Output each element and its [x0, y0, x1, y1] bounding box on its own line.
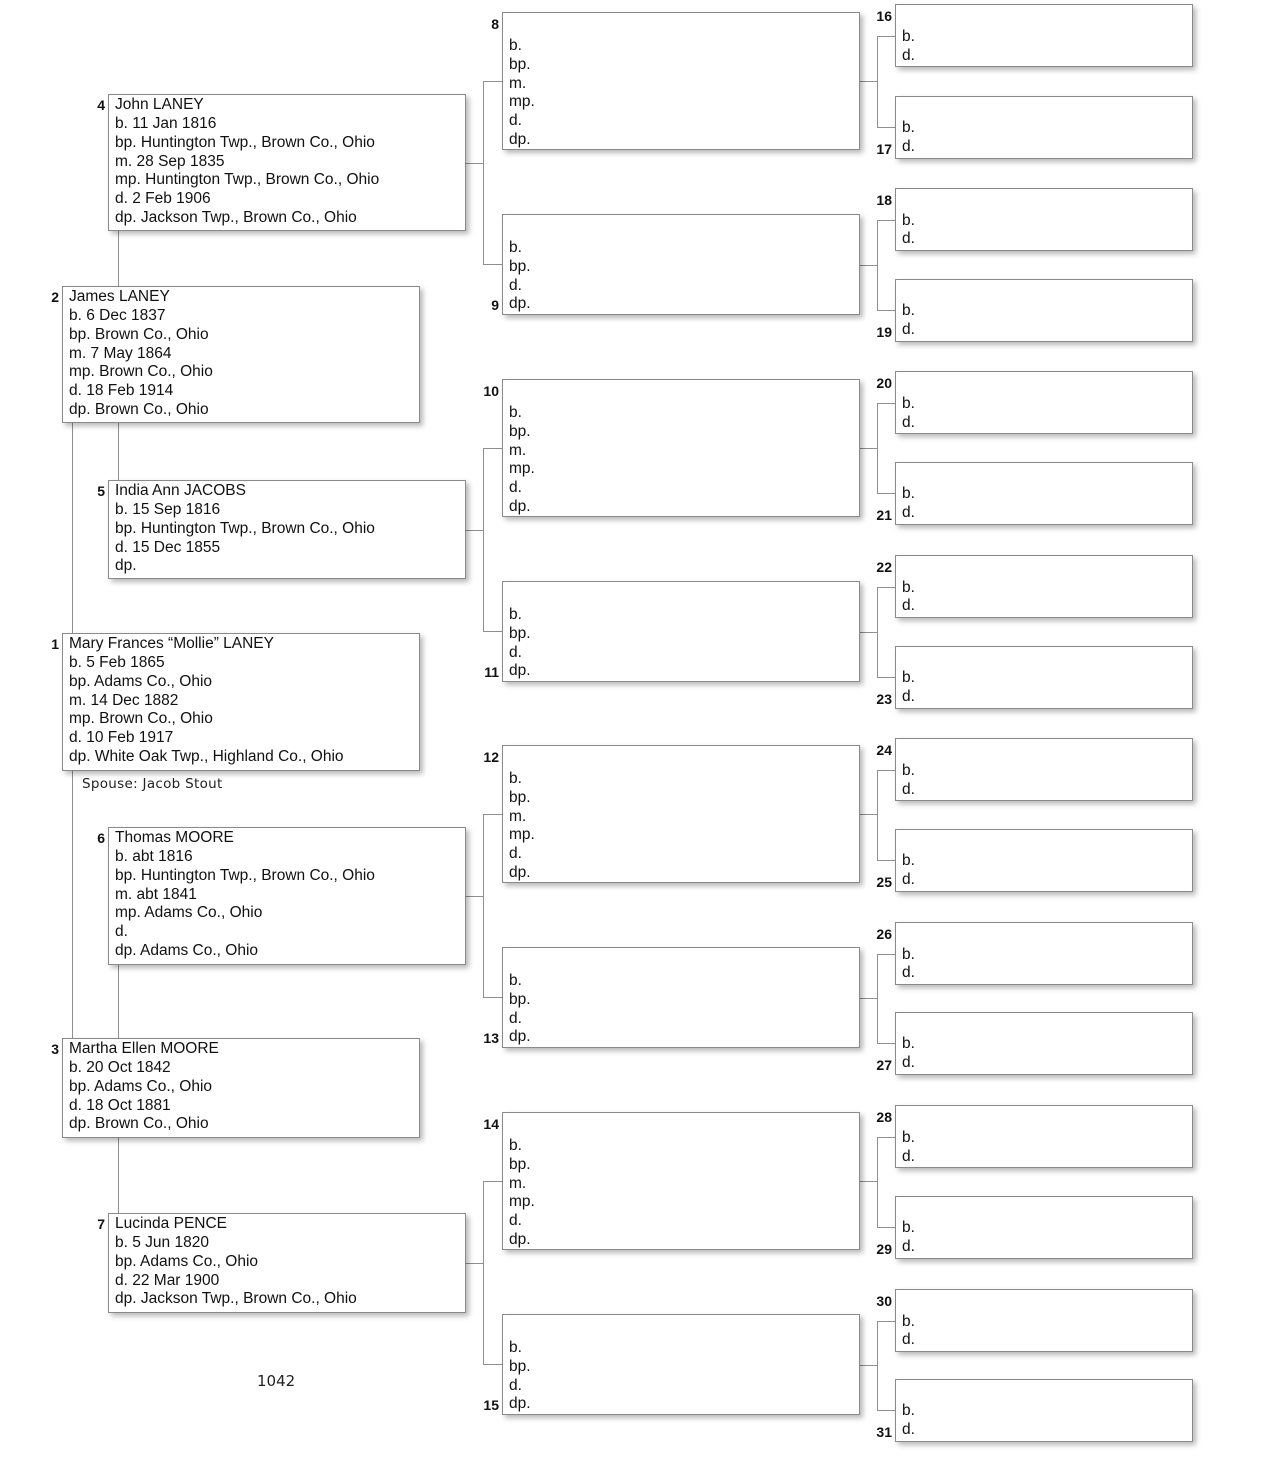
- person-fact: b. 20 Oct 1842: [69, 1059, 171, 1076]
- person-number: 21: [876, 507, 892, 523]
- person-fact: bp. Brown Co., Ohio: [69, 325, 209, 343]
- person-name: [509, 1117, 853, 1137]
- person-name: [509, 1319, 853, 1339]
- person-box-7: [108, 1213, 466, 1313]
- person-box-3: [62, 1038, 420, 1138]
- person-number: 27: [876, 1057, 892, 1073]
- connector-line: [877, 954, 878, 1044]
- connector-line: [466, 1263, 483, 1264]
- person-fact: bp.: [509, 422, 531, 440]
- person-fact: d.: [902, 320, 915, 338]
- connector-line: [860, 448, 877, 449]
- person-fact: b. 5 Feb 1865: [69, 654, 165, 671]
- person-number: 19: [876, 324, 892, 340]
- person-fact: b.: [509, 1137, 522, 1154]
- person-fact: dp. White Oak Twp., Highland Co., Ohio: [69, 747, 344, 765]
- person-box-27: [895, 1012, 1193, 1075]
- person-box-15: [502, 1314, 860, 1415]
- person-box-24: [895, 738, 1193, 801]
- person-fact: dp. Jackson Twp., Brown Co., Ohio: [115, 1290, 357, 1308]
- connector-line: [483, 1181, 502, 1182]
- connector-line: [877, 770, 878, 860]
- connector-line: [483, 81, 484, 264]
- person-fact: b.: [902, 119, 915, 136]
- person-box-13: [502, 947, 860, 1048]
- person-name: [509, 586, 853, 606]
- person-name: Martha Ellen MOORE: [69, 1040, 219, 1057]
- person-fact: bp. Huntington Twp., Brown Co., Ohio: [115, 519, 375, 537]
- person-fact: bp. Huntington Twp., Brown Co., Ohio: [115, 866, 375, 884]
- person-fact: d.: [509, 1009, 522, 1027]
- person-fact: d.: [115, 923, 128, 941]
- person-fact: d.: [509, 276, 522, 294]
- person-number: 31: [876, 1424, 892, 1440]
- person-fact: b. 6 Dec 1837: [69, 307, 166, 324]
- person-fact: b.: [902, 669, 915, 686]
- connector-line: [877, 310, 895, 311]
- person-name: John LANEY: [115, 96, 204, 113]
- person-fact: b.: [509, 37, 522, 54]
- person-fact: dp.: [509, 1395, 531, 1413]
- person-fact: b. 15 Sep 1816: [115, 501, 221, 518]
- person-fact: b.: [902, 1035, 915, 1052]
- person-box-9: [502, 214, 860, 315]
- person-name: [509, 219, 853, 239]
- connector-line: [860, 1181, 877, 1182]
- connector-line: [877, 770, 895, 771]
- person-number: 7: [97, 1216, 105, 1232]
- person-fact: b.: [509, 770, 522, 787]
- person-box-11: [502, 581, 860, 682]
- person-number: 1: [51, 636, 59, 652]
- person-fact: b.: [902, 578, 915, 596]
- person-number: 28: [876, 1109, 892, 1125]
- person-number: 2: [51, 289, 59, 305]
- person-name: James LANEY: [69, 288, 170, 305]
- person-fact: m. abt 1841: [115, 885, 197, 903]
- person-number: 30: [876, 1292, 892, 1309]
- person-box-14: [502, 1112, 860, 1250]
- person-fact: b. 5 Jun 1820: [115, 1234, 209, 1251]
- person-name: [509, 750, 853, 770]
- person-fact: d.: [509, 112, 522, 130]
- person-box-20: [895, 371, 1193, 434]
- person-fact: b.: [902, 211, 915, 229]
- connector-line: [466, 896, 483, 897]
- person-fact: dp. Adams Co., Ohio: [115, 941, 259, 959]
- person-number: 17: [876, 141, 892, 157]
- person-name: [509, 17, 853, 37]
- person-fact: d.: [509, 479, 522, 497]
- person-fact: dp.: [115, 557, 137, 575]
- person-number: 13: [483, 1030, 499, 1046]
- person-fact: dp.: [509, 1230, 531, 1248]
- person-fact: b.: [902, 852, 915, 869]
- connector-line: [877, 36, 878, 127]
- connector-line: [877, 403, 878, 493]
- person-fact: b.: [509, 972, 522, 989]
- connector-line: [860, 814, 877, 815]
- connector-line: [483, 631, 502, 632]
- person-name: Lucinda PENCE: [115, 1215, 228, 1232]
- person-fact: d.: [902, 1331, 915, 1349]
- person-fact: bp. Adams Co., Ohio: [69, 1077, 213, 1095]
- connector-line: [860, 265, 877, 266]
- person-fact: dp.: [509, 662, 531, 680]
- connector-line: [483, 814, 502, 815]
- person-fact: b.: [509, 1339, 522, 1356]
- connector-line: [877, 1043, 895, 1044]
- person-fact: d.: [902, 1420, 915, 1438]
- person-fact: bp.: [509, 1155, 531, 1173]
- person-number: 11: [484, 664, 499, 680]
- person-fact: d. 2 Feb 1906: [115, 190, 211, 208]
- person-fact: dp.: [509, 130, 531, 148]
- person-fact: d. 18 Oct 1881: [69, 1096, 171, 1114]
- person-box-19: [895, 279, 1193, 342]
- person-fact: b.: [902, 1312, 915, 1330]
- person-fact: b. abt 1816: [115, 848, 193, 865]
- connector-line: [877, 1321, 895, 1322]
- person-name: [509, 952, 853, 972]
- connector-line: [877, 677, 895, 678]
- person-fact: bp. Adams Co., Ohio: [115, 1252, 259, 1270]
- person-fact: d.: [902, 780, 915, 798]
- person-fact: d. 18 Feb 1914: [69, 382, 174, 400]
- person-fact: bp. Huntington Twp., Brown Co., Ohio: [115, 133, 375, 151]
- person-fact: m.: [509, 441, 527, 459]
- person-box-1: [62, 633, 420, 771]
- spouse-note: Spouse: Jacob Stout: [82, 776, 223, 792]
- connector-line: [483, 264, 502, 265]
- connector-line: [860, 1365, 877, 1366]
- person-fact: mp.: [509, 826, 535, 844]
- connector-line: [466, 530, 483, 531]
- person-box-22: [895, 555, 1193, 618]
- connector-line: [877, 36, 895, 37]
- person-box-17: [895, 96, 1193, 159]
- person-fact: dp.: [509, 1028, 531, 1046]
- person-fact: b.: [902, 945, 915, 963]
- person-box-21: [895, 462, 1193, 525]
- person-box-8: [502, 12, 860, 150]
- person-fact: m. 7 May 1864: [69, 344, 172, 362]
- person-number: 14: [483, 1116, 499, 1132]
- person-fact: d.: [902, 687, 915, 705]
- connector-line: [877, 493, 895, 494]
- person-fact: m.: [509, 807, 527, 825]
- connector-line: [877, 954, 895, 955]
- person-box-16: [895, 4, 1193, 67]
- person-number: 5: [97, 483, 105, 499]
- person-fact: b.: [902, 28, 915, 45]
- person-number: 24: [876, 742, 892, 758]
- person-number: 3: [51, 1041, 59, 1057]
- connector-line: [483, 814, 484, 997]
- person-box-2: [62, 286, 420, 423]
- connector-line: [483, 997, 502, 998]
- person-number: 15: [483, 1397, 499, 1413]
- person-box-29: [895, 1196, 1193, 1259]
- person-fact: d.: [509, 1376, 522, 1394]
- person-fact: b.: [902, 1129, 915, 1146]
- connector-line: [466, 163, 483, 164]
- person-fact: mp. Brown Co., Ohio: [69, 363, 213, 381]
- person-fact: d. 15 Dec 1855: [115, 538, 221, 556]
- person-fact: b.: [509, 606, 522, 623]
- person-number: 4: [97, 97, 105, 113]
- person-fact: m.: [509, 74, 527, 92]
- person-box-25: [895, 829, 1193, 892]
- person-fact: d.: [902, 1237, 915, 1255]
- person-fact: bp.: [509, 990, 531, 1008]
- connector-line: [118, 965, 119, 1038]
- person-name: [509, 384, 853, 404]
- connector-line: [483, 81, 502, 82]
- connector-line: [860, 81, 877, 82]
- person-fact: mp. Huntington Twp., Brown Co., Ohio: [115, 171, 380, 189]
- person-number: 22: [876, 558, 892, 575]
- person-fact: dp.: [509, 863, 531, 881]
- person-box-23: [895, 646, 1193, 709]
- person-fact: d.: [509, 845, 522, 863]
- person-fact: b.: [902, 395, 915, 412]
- page-number: 1042: [257, 1372, 296, 1390]
- person-fact: dp.: [509, 295, 531, 313]
- person-box-5: [108, 480, 466, 579]
- person-fact: b. 11 Jan 1816: [115, 115, 217, 132]
- person-fact: d.: [902, 597, 915, 615]
- connector-line: [860, 998, 877, 999]
- person-number: 6: [97, 830, 105, 846]
- connector-line: [877, 1410, 895, 1411]
- connector-line: [118, 231, 119, 286]
- person-fact: m.: [509, 1174, 527, 1192]
- person-fact: d.: [902, 964, 915, 982]
- connector-line: [877, 127, 895, 128]
- person-fact: m. 14 Dec 1882: [69, 691, 179, 709]
- connector-line: [483, 448, 484, 631]
- person-fact: bp.: [509, 257, 531, 275]
- person-number: 18: [876, 191, 892, 208]
- person-fact: mp.: [509, 1193, 535, 1211]
- person-fact: dp. Jackson Twp., Brown Co., Ohio: [115, 208, 357, 226]
- person-box-10: [502, 379, 860, 517]
- person-number: 20: [876, 375, 892, 391]
- person-fact: bp.: [509, 788, 531, 806]
- person-fact: d.: [509, 1212, 522, 1230]
- connector-line: [860, 632, 877, 633]
- connector-line: [483, 1364, 502, 1365]
- person-fact: dp. Brown Co., Ohio: [69, 400, 209, 418]
- person-box-26: [895, 922, 1193, 985]
- person-fact: d.: [902, 503, 915, 521]
- person-fact: bp.: [509, 1357, 531, 1375]
- person-fact: b.: [509, 239, 522, 256]
- person-name: India Ann JACOBS: [115, 482, 246, 499]
- person-box-12: [502, 745, 860, 883]
- person-number: 23: [876, 691, 892, 707]
- connector-line: [483, 1181, 484, 1364]
- person-box-28: [895, 1105, 1193, 1168]
- person-fact: mp.: [509, 93, 535, 111]
- person-fact: d.: [902, 1053, 915, 1071]
- person-name: Mary Frances “Mollie” LANEY: [69, 635, 274, 652]
- person-fact: d.: [509, 643, 522, 661]
- person-fact: d.: [902, 1147, 915, 1165]
- person-number: 12: [483, 749, 499, 765]
- person-fact: dp. Brown Co., Ohio: [69, 1115, 209, 1133]
- person-fact: d.: [902, 230, 915, 248]
- connector-line: [118, 1138, 119, 1213]
- person-name: Thomas MOORE: [115, 829, 234, 846]
- connector-line: [877, 220, 878, 311]
- person-number: 8: [491, 16, 499, 32]
- connector-line: [877, 1137, 878, 1227]
- connector-line: [877, 860, 895, 861]
- connector-line: [877, 1137, 895, 1138]
- person-fact: d.: [902, 46, 915, 64]
- person-fact: mp.: [509, 460, 535, 478]
- person-box-18: [895, 188, 1193, 251]
- person-fact: b.: [902, 1219, 915, 1236]
- person-fact: b.: [902, 762, 915, 779]
- person-box-6: [108, 827, 466, 965]
- person-fact: d.: [902, 870, 915, 888]
- connector-line: [118, 423, 119, 480]
- person-number: 9: [491, 297, 499, 313]
- person-box-31: [895, 1379, 1193, 1442]
- person-fact: d.: [902, 413, 915, 431]
- connector-line: [877, 1227, 895, 1228]
- connector-line: [877, 1321, 878, 1411]
- person-fact: b.: [902, 302, 915, 319]
- person-fact: mp. Brown Co., Ohio: [69, 710, 213, 728]
- person-fact: d. 22 Mar 1900: [115, 1271, 220, 1289]
- person-fact: m. 28 Sep 1835: [115, 152, 225, 170]
- person-fact: b.: [902, 1402, 915, 1419]
- person-number: 29: [876, 1241, 892, 1257]
- person-fact: mp. Adams Co., Ohio: [115, 904, 263, 922]
- person-number: 10: [483, 383, 499, 399]
- connector-line: [877, 587, 878, 678]
- person-fact: dp.: [509, 497, 531, 515]
- connector-line: [483, 448, 502, 449]
- person-fact: bp. Adams Co., Ohio: [69, 672, 213, 690]
- connector-line: [877, 587, 895, 588]
- person-fact: d. 10 Feb 1917: [69, 729, 174, 747]
- person-number: 25: [876, 874, 892, 890]
- person-number: 26: [876, 925, 892, 942]
- person-fact: b.: [509, 404, 522, 421]
- connector-line: [877, 220, 895, 221]
- person-fact: d.: [902, 137, 915, 155]
- connector-line: [877, 403, 895, 404]
- person-fact: bp.: [509, 55, 531, 73]
- person-box-30: [895, 1289, 1193, 1352]
- person-box-4: [108, 94, 466, 231]
- person-fact: b.: [902, 485, 915, 502]
- person-number: 16: [876, 8, 892, 24]
- person-fact: bp.: [509, 624, 531, 642]
